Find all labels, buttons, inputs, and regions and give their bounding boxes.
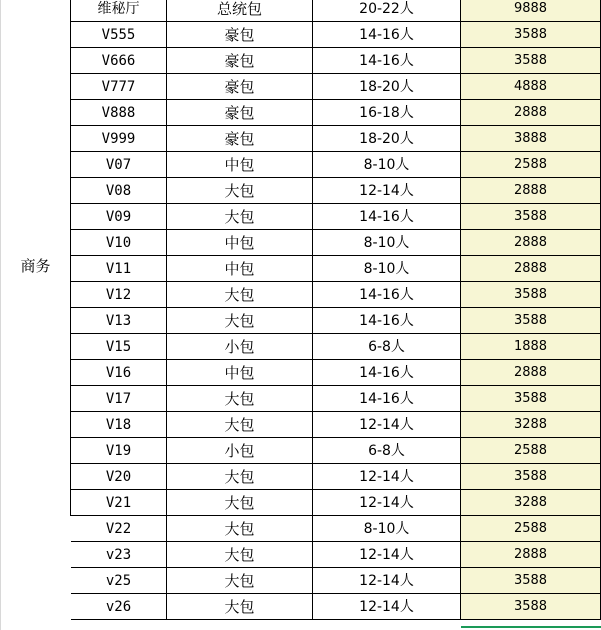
room-cell[interactable]: V12 — [71, 282, 167, 308]
table-row — [0, 256, 601, 282]
room-type-cell[interactable]: 大包 — [167, 308, 313, 334]
cell-selection-border — [461, 626, 601, 628]
room-type-cell[interactable]: 中包 — [167, 152, 313, 178]
price-cell[interactable]: 2888 — [461, 100, 601, 126]
table-row — [0, 438, 601, 464]
table-row — [0, 542, 601, 568]
price-cell[interactable]: 2588 — [461, 516, 601, 542]
room-cell[interactable]: V09 — [71, 204, 167, 230]
price-cell[interactable]: 3588 — [461, 386, 601, 412]
capacity-cell[interactable]: 14-16人 — [313, 360, 461, 386]
price-cell[interactable]: 3888 — [461, 126, 601, 152]
table-row — [0, 74, 601, 100]
table-row — [0, 412, 601, 438]
table-row — [0, 282, 601, 308]
room-type-cell[interactable]: 小包 — [167, 334, 313, 360]
table-row — [0, 152, 601, 178]
price-cell[interactable]: 3588 — [461, 204, 601, 230]
room-type-cell[interactable]: 豪包 — [167, 100, 313, 126]
room-type-cell[interactable]: 豪包 — [167, 48, 313, 74]
table-row — [0, 568, 601, 594]
room-type-cell[interactable]: 中包 — [167, 256, 313, 282]
room-cell[interactable]: V20 — [71, 464, 167, 490]
capacity-cell[interactable]: 8-10人 — [313, 516, 461, 542]
price-cell[interactable]: 2888 — [461, 542, 601, 568]
table-row — [0, 126, 601, 152]
price-cell[interactable]: 3588 — [461, 568, 601, 594]
capacity-cell[interactable]: 12-14人 — [313, 178, 461, 204]
room-type-cell[interactable]: 总统包 — [167, 0, 313, 22]
capacity-cell[interactable]: 14-16人 — [313, 386, 461, 412]
capacity-cell[interactable]: 14-16人 — [313, 204, 461, 230]
room-type-cell[interactable]: 大包 — [167, 386, 313, 412]
room-type-cell[interactable]: 大包 — [167, 412, 313, 438]
table-row — [0, 308, 601, 334]
room-type-cell[interactable]: 大包 — [167, 464, 313, 490]
table-row — [0, 464, 601, 490]
room-cell[interactable]: V888 — [71, 100, 167, 126]
room-cell[interactable]: V19 — [71, 438, 167, 464]
table-row — [0, 22, 601, 48]
room-cell[interactable]: V07 — [71, 152, 167, 178]
price-cell[interactable]: 3588 — [461, 282, 601, 308]
room-cell[interactable]: V13 — [71, 308, 167, 334]
room-type-cell[interactable]: 大包 — [167, 490, 313, 516]
capacity-cell[interactable]: 12-14人 — [313, 594, 461, 620]
capacity-cell[interactable]: 14-16人 — [313, 282, 461, 308]
table-row — [0, 0, 601, 22]
room-cell[interactable]: V999 — [71, 126, 167, 152]
room-cell[interactable]: V18 — [71, 412, 167, 438]
table-row — [0, 386, 601, 412]
room-cell[interactable]: v26 — [71, 594, 167, 620]
room-cell[interactable]: V11 — [71, 256, 167, 282]
price-cell[interactable]: 3588 — [461, 22, 601, 48]
price-cell[interactable]: 3588 — [461, 594, 601, 620]
price-cell[interactable]: 2588 — [461, 152, 601, 178]
price-cell[interactable]: 3588 — [461, 308, 601, 334]
room-type-cell[interactable]: 大包 — [167, 178, 313, 204]
room-type-cell[interactable]: 豪包 — [167, 22, 313, 48]
room-cell[interactable]: V22 — [71, 516, 167, 542]
table-row — [0, 100, 601, 126]
capacity-cell[interactable]: 20-22人 — [313, 0, 461, 22]
capacity-cell[interactable]: 18-20人 — [313, 74, 461, 100]
capacity-cell[interactable]: 6-8人 — [313, 438, 461, 464]
room-cell[interactable]: V08 — [71, 178, 167, 204]
room-cell[interactable]: V555 — [71, 22, 167, 48]
room-cell[interactable]: V666 — [71, 48, 167, 74]
room-cell[interactable]: V21 — [71, 490, 167, 516]
room-type-cell[interactable]: 中包 — [167, 230, 313, 256]
table-row — [0, 516, 601, 542]
capacity-cell[interactable]: 18-20人 — [313, 126, 461, 152]
table-row — [0, 360, 601, 386]
table-row — [0, 178, 601, 204]
table-row — [0, 334, 601, 360]
category-label: 商务 — [20, 257, 51, 275]
room-cell[interactable]: V777 — [71, 74, 167, 100]
room-type-cell[interactable]: 大包 — [167, 594, 313, 620]
room-type-cell[interactable]: 大包 — [167, 282, 313, 308]
room-type-cell[interactable]: 大包 — [167, 204, 313, 230]
room-type-cell[interactable]: 豪包 — [167, 126, 313, 152]
room-cell[interactable]: V15 — [71, 334, 167, 360]
capacity-cell[interactable]: 8-10人 — [313, 152, 461, 178]
price-cell[interactable]: 2888 — [461, 178, 601, 204]
price-cell[interactable]: 9888 — [461, 0, 601, 22]
room-type-cell[interactable]: 大包 — [167, 568, 313, 594]
room-type-cell[interactable]: 小包 — [167, 438, 313, 464]
capacity-cell[interactable]: 16-18人 — [313, 100, 461, 126]
price-cell[interactable]: 2888 — [461, 360, 601, 386]
capacity-cell[interactable]: 12-14人 — [313, 464, 461, 490]
capacity-cell[interactable]: 8-10人 — [313, 256, 461, 282]
table-row — [0, 204, 601, 230]
price-cell[interactable]: 3288 — [461, 490, 601, 516]
capacity-cell[interactable]: 14-16人 — [313, 22, 461, 48]
capacity-cell[interactable]: 6-8人 — [313, 334, 461, 360]
price-cell[interactable]: 3588 — [461, 464, 601, 490]
table-row — [0, 230, 601, 256]
room-cell[interactable]: V10 — [71, 230, 167, 256]
room-type-cell[interactable]: 大包 — [167, 542, 313, 568]
price-cell[interactable]: 2588 — [461, 438, 601, 464]
room-cell[interactable]: V16 — [71, 360, 167, 386]
room-cell[interactable]: 维秘厅 — [71, 0, 167, 22]
capacity-cell[interactable]: 12-14人 — [313, 412, 461, 438]
capacity-cell[interactable]: 8-10人 — [313, 230, 461, 256]
table-row — [0, 490, 601, 516]
room-type-cell[interactable]: 豪包 — [167, 74, 313, 100]
room-cell[interactable]: V17 — [71, 386, 167, 412]
capacity-cell[interactable]: 12-14人 — [313, 490, 461, 516]
room-type-cell[interactable]: 大包 — [167, 516, 313, 542]
table-row — [0, 48, 601, 74]
room-cell[interactable]: v25 — [71, 568, 167, 594]
room-type-cell[interactable]: 中包 — [167, 360, 313, 386]
table-row — [0, 594, 601, 620]
capacity-cell[interactable]: 14-16人 — [313, 48, 461, 74]
price-cell[interactable]: 2888 — [461, 256, 601, 282]
capacity-cell[interactable]: 12-14人 — [313, 542, 461, 568]
capacity-cell[interactable]: 14-16人 — [313, 308, 461, 334]
price-cell[interactable]: 4888 — [461, 74, 601, 100]
price-cell[interactable]: 3588 — [461, 48, 601, 74]
capacity-cell[interactable]: 12-14人 — [313, 568, 461, 594]
price-cell[interactable]: 2888 — [461, 230, 601, 256]
room-cell[interactable]: v23 — [71, 542, 167, 568]
price-cell[interactable]: 1888 — [461, 334, 601, 360]
price-cell[interactable]: 3288 — [461, 412, 601, 438]
